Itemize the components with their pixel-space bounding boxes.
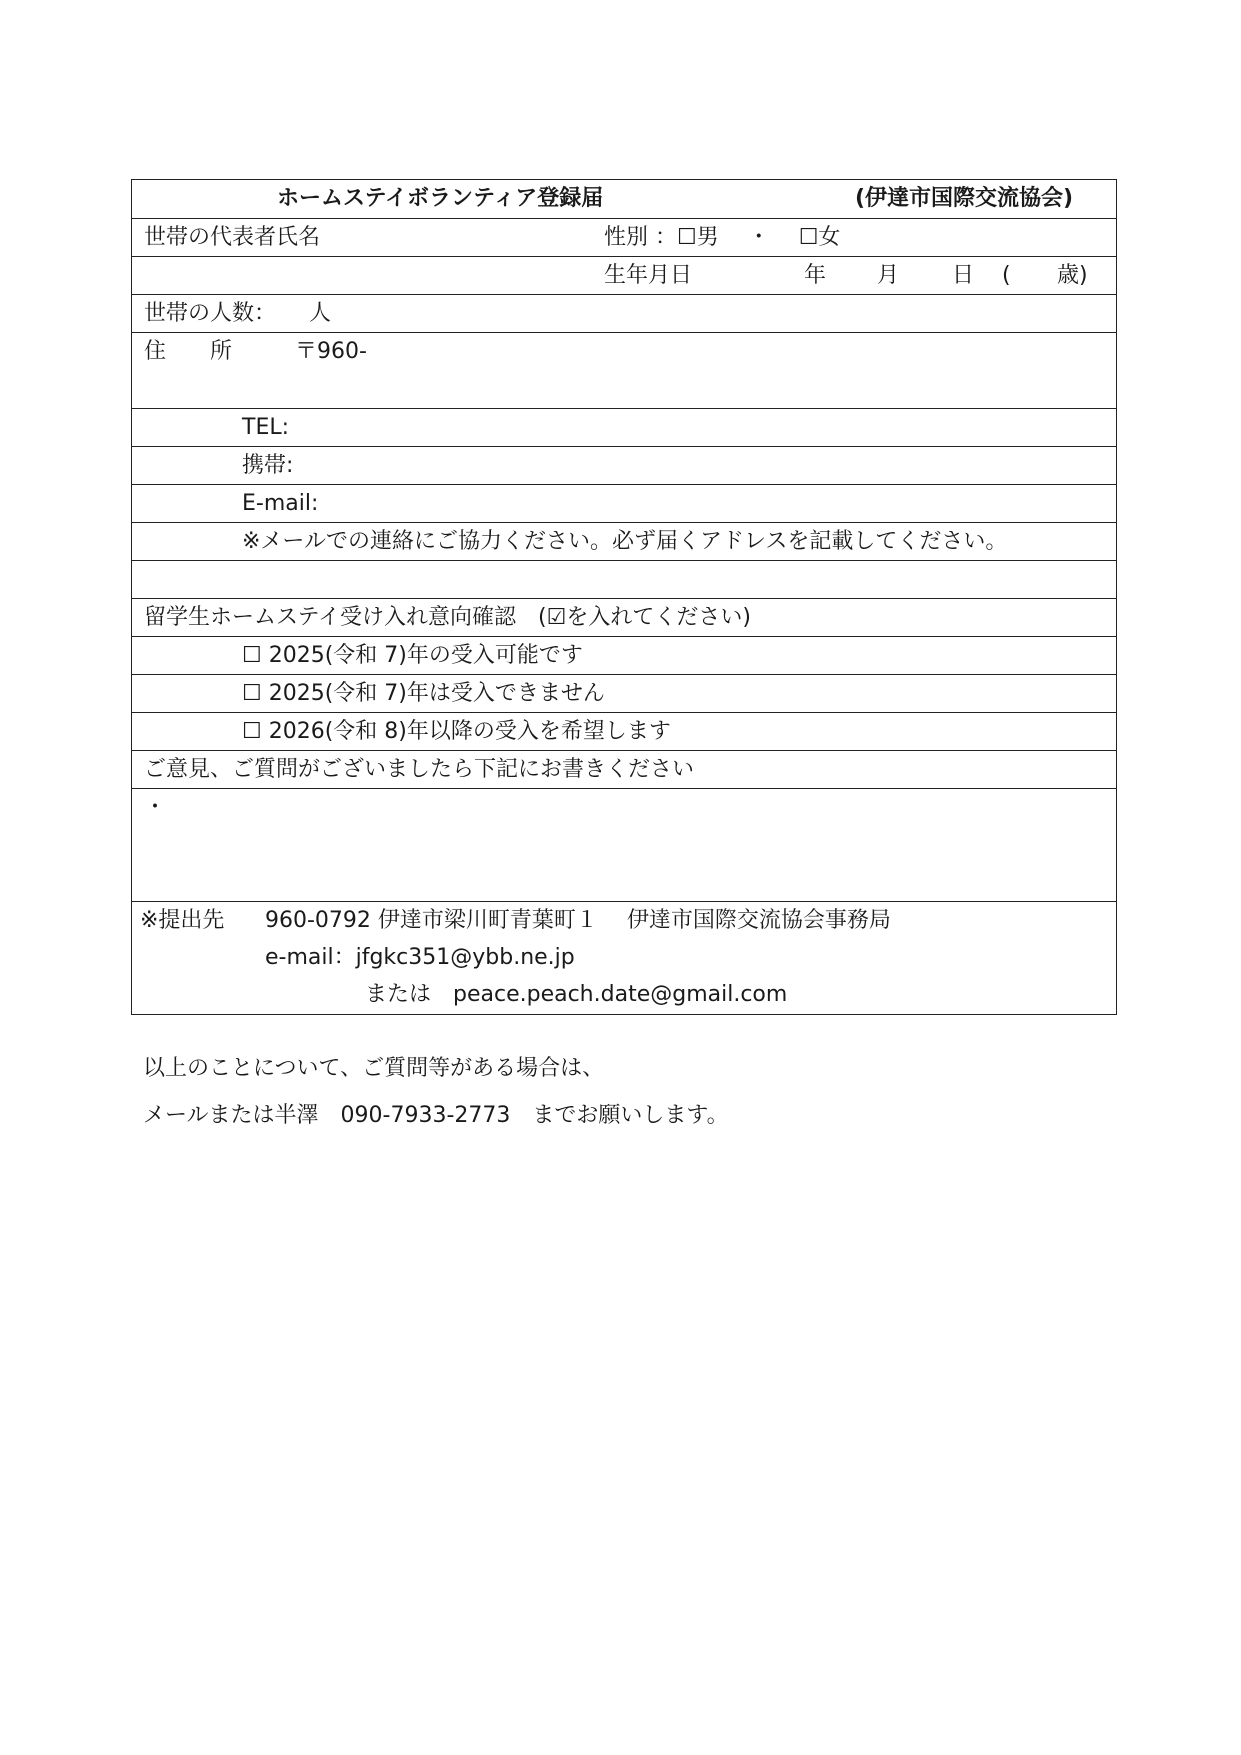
tel-label: TEL: <box>242 415 290 440</box>
mobile-row[interactable] <box>132 446 1116 484</box>
comments-area[interactable] <box>132 788 1116 901</box>
contact-note-line1: 以上のことについて、ご質問等がある場合は、 <box>143 1056 605 1081</box>
address-row[interactable] <box>132 332 1116 408</box>
gender-checkboxes[interactable]: 性別 ：☐男 ・ ☐女 <box>604 225 841 250</box>
representative-row[interactable] <box>132 218 1116 256</box>
option-2025-accept[interactable]: ☐ 2025(令和 7)年の受入可能です <box>242 643 583 668</box>
submit-label: ※提出先 <box>140 908 225 933</box>
intent-heading: 留学生ホームステイ受け入れ意向確認 (☑を入れてください) <box>144 605 751 630</box>
age-open-paren: ( <box>1002 263 1011 288</box>
form-title: ホームステイボランティア登録届 <box>277 186 604 211</box>
email-row[interactable] <box>132 484 1116 522</box>
intent-heading-row <box>132 598 1116 636</box>
form-title-row <box>132 180 1116 218</box>
contact-note-line2: メールまたは半澤 090-7933-2773 までお願いします。 <box>143 1103 729 1128</box>
comments-heading: ご意見、ご質問がございましたら下記にお書きください <box>144 757 695 782</box>
birth-day-label: 日 <box>952 263 975 288</box>
option-row[interactable] <box>132 636 1116 674</box>
comments-heading-row <box>132 750 1116 788</box>
birthdate-row[interactable] <box>132 256 1116 294</box>
postal-code-prefix: 〒960- <box>295 339 367 364</box>
email-label: E-mail: <box>242 491 319 516</box>
tel-row[interactable] <box>132 408 1116 446</box>
birth-month-label: 月 <box>877 263 900 288</box>
household-count-label: 世帯の人数： 人 <box>144 301 332 326</box>
household-count-row[interactable] <box>132 294 1116 332</box>
contact-note <box>143 1045 729 1139</box>
option-2025-decline[interactable]: ☐ 2025(令和 7)年は受入できません <box>242 681 605 706</box>
option-row[interactable] <box>132 674 1116 712</box>
representative-label: 世帯の代表者氏名 <box>144 225 321 250</box>
submit-alt-email: または peace.peach.date@gmail.com <box>365 982 788 1007</box>
email-note: ※メールでの連絡にご協力ください。必ず届くアドレスを記載してください。 <box>242 529 1008 554</box>
option-row[interactable] <box>132 712 1116 750</box>
email-note-row <box>132 522 1116 560</box>
submit-address: 960-0792 伊達市梁川町青葉町１ 伊達市国際交流協会事務局 <box>265 908 891 933</box>
comments-bullet: ・ <box>144 795 167 820</box>
birth-year-label: 年 <box>804 263 827 288</box>
submission-info <box>132 901 1116 1014</box>
age-label: 歳) <box>1057 263 1088 288</box>
submit-email: e-mail：jfgkc351@ybb.ne.jp <box>265 945 575 970</box>
birthdate-label: 生年月日 <box>604 263 693 288</box>
mobile-label: 携帯: <box>242 453 294 478</box>
organization-name: (伊達市国際交流協会) <box>855 186 1074 211</box>
option-2026-later[interactable]: ☐ 2026(令和 8)年以降の受入を希望します <box>242 719 671 744</box>
blank-row[interactable] <box>132 560 1116 598</box>
address-label: 住 所 <box>144 339 233 364</box>
registration-form <box>131 179 1117 1015</box>
